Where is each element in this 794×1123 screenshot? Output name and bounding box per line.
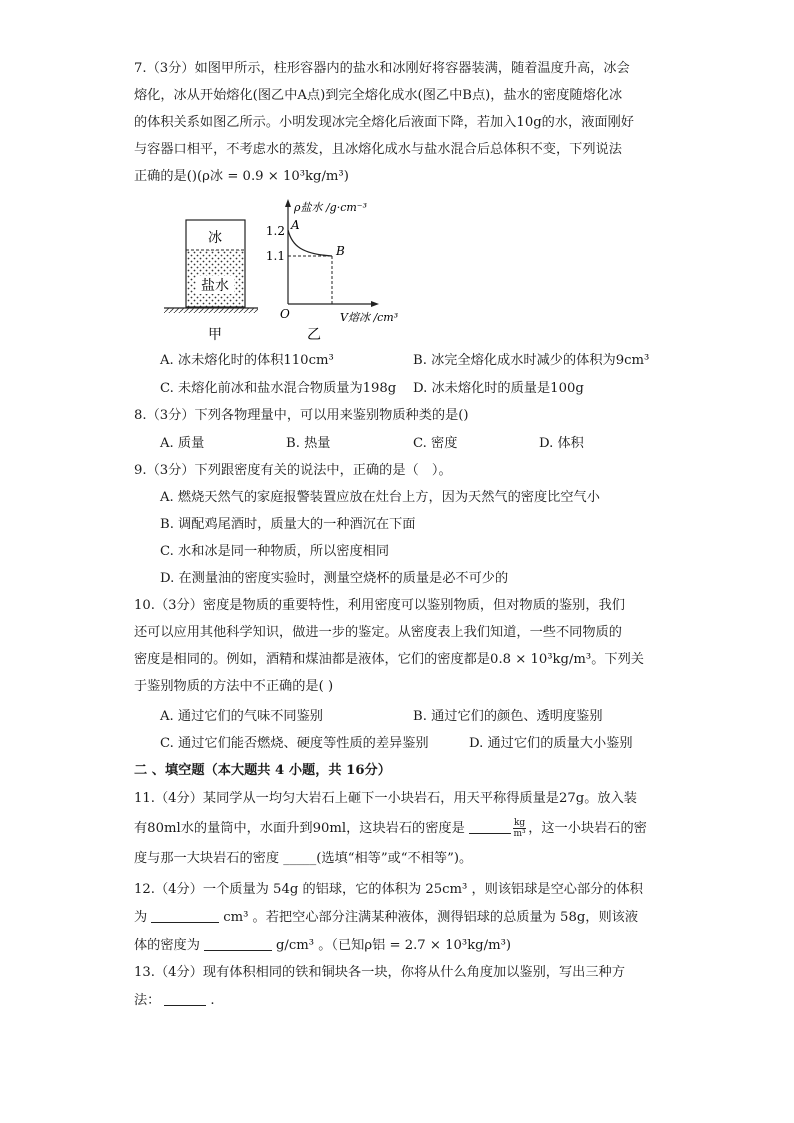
q10-option-c[interactable]: C. 通过它们能否燃烧、硬度等性质的差异鉴别 [160, 736, 429, 751]
q10-line3: 密度是相同的。例如，酒精和煤油都是液体，它们的密度都是0.8 × 10³kg/m³。下列关 [134, 652, 644, 667]
q8-option-a[interactable]: A. 质量 [160, 436, 205, 451]
brine-label: 盐水 [201, 278, 229, 294]
q12-line2-prefix: 为 [134, 910, 148, 925]
tick-label-1.1: 1.1 [265, 249, 285, 263]
q10-option-a[interactable]: A. 通过它们的气味不同鉴别 [160, 709, 323, 724]
q13-line2-prefix: 法： [134, 993, 161, 1008]
q7-option-c[interactable]: C. 未熔化前冰和盐水混合物质量为198g [160, 381, 397, 396]
q8-option-d[interactable]: D. 体积 [539, 436, 584, 451]
q10-line1: 10.（3分）密度是物质的重要特性，利用密度可以鉴别物质，但对物质的鉴别，我们 [134, 598, 625, 613]
x-axis-arrow [371, 301, 379, 307]
q9-stem: 9.（3分）下列跟密度有关的说法中，正确的是（ ）。 [134, 463, 452, 478]
q11-line2 [134, 818, 647, 839]
section-2-heading: 二 、填空题（本大题共 4 小题，共 16分） [134, 763, 391, 778]
q12-line2 [134, 908, 638, 927]
q10-line2: 还可以应用其他科学知识，做进一步的鉴定。从密度表上我们知道，一些不同物质的 [134, 625, 622, 640]
x-axis-label: V熔冰 /cm³ [340, 311, 399, 324]
caption-jia: 甲 [208, 327, 222, 342]
q7-line5: 正确的是()(ρ冰 = 0.9 × 10³kg/m³) [134, 169, 349, 184]
q10-option-b[interactable]: B. 通过它们的颜色、透明度鉴别 [413, 709, 603, 724]
density-curve [288, 230, 332, 256]
q12-density-blank[interactable] [204, 936, 272, 951]
q11-unit-denominator: m³ [513, 829, 526, 839]
point-a-label: A [291, 218, 300, 232]
q9-option-d[interactable]: D. 在测量油的密度实验时，测量空烧杯的质量是必不可少的 [160, 571, 509, 586]
q7-option-b[interactable]: B. 冰完全熔化成水时减少的体积为9cm³ [413, 353, 650, 368]
q11-line2-text: 有80ml水的量筒中，水面升到90ml，这块岩石的密度是 [134, 821, 465, 836]
origin-label: O [280, 307, 290, 321]
ice-label: 冰 [208, 230, 222, 246]
q12-volume-blank[interactable] [151, 908, 219, 923]
q7-line3: 的体积关系如图乙所示。小明发现冰完全熔化后液面下降，若加入10g的水，液面刚好 [134, 115, 634, 130]
y-axis-arrow [285, 199, 291, 207]
q9-option-c[interactable]: C. 水和冰是同一种物质，所以密度相同 [160, 544, 390, 559]
q11-density-blank[interactable] [469, 819, 511, 834]
q13-line2 [134, 991, 215, 1010]
q8-option-c[interactable]: C. 密度 [413, 436, 458, 451]
q13-line2-end: . [210, 993, 215, 1008]
q12-line1: 12.（4分）一个质量为 54g 的铝球，它的体积为 25cm³ ，则该铝球是空心部分的体积 [134, 882, 643, 897]
q7-line2: 熔化，冰从开始熔化(图乙中A点)到完全熔化成水(图乙中B点)，盐水的密度随熔化冰 [134, 88, 623, 103]
q13-line1: 13.（4分）现有体积相同的铁和铜块各一块，你将从什么角度加以鉴别，写出三种方 [134, 965, 625, 980]
tick-label-1.2: 1.2 [265, 224, 285, 238]
q11-line1: 11.（4分）某同学从一均匀大岩石上砸下一小块岩石，用天平称得质量是27g。放入装 [134, 791, 637, 806]
y-axis-label: ρ盐水 /g·cm⁻³ [294, 201, 368, 214]
q8-stem: 8.（3分）下列各物理量中，可以用来鉴别物质种类的是() [134, 408, 469, 423]
q7-line4: 与容器口相平，不考虑水的蒸发，且冰熔化成水与盐水混合后总体积不变，下列说法 [134, 142, 622, 157]
q9-option-b[interactable]: B. 调配鸡尾酒时，质量大的一种酒沉在下面 [160, 517, 416, 532]
q7-line1: 7.（3分）如图甲所示，柱形容器内的盐水和冰刚好将容器装满，随着温度升高，冰会 [134, 61, 630, 76]
figure-yi [262, 196, 412, 346]
q7-option-d[interactable]: D. 冰未熔化时的质量是100g [413, 381, 584, 396]
figure-jia [160, 212, 260, 342]
q9-option-a[interactable]: A. 燃烧天然气的家庭报警装置应放在灶台上方，因为天然气的密度比空气小 [160, 490, 600, 505]
q7-option-a[interactable]: A. 冰未熔化时的体积110cm³ [160, 353, 334, 368]
q11-unit-numerator: kg [513, 818, 526, 828]
q8-option-b[interactable]: B. 热量 [286, 436, 331, 451]
q10-line4: 于鉴别物质的方法中不正确的是( ) [134, 679, 334, 694]
q11-line3: 度与那一大块岩石的密度 _____(选填“相等”或“不相等”)。 [134, 851, 473, 866]
q11-line2-tail: ，这一小块岩石的密 [528, 821, 647, 836]
caption-yi: 乙 [307, 327, 321, 343]
q11-unit-fraction [513, 818, 526, 839]
q12-line3 [134, 936, 511, 955]
point-b-label: B [336, 244, 345, 258]
q13-method-blank[interactable] [164, 991, 206, 1006]
q12-line3-prefix: 体的密度为 [134, 938, 200, 953]
q12-line3-text: g/cm³ 。（已知ρ铝 = 2.7 × 10³kg/m³) [275, 938, 512, 953]
q10-option-d[interactable]: D. 通过它们的质量大小鉴别 [469, 736, 633, 751]
q12-line2-text: cm³ 。若把空心部分注满某种液体，测得铝球的总质量为 58g，则该液 [223, 910, 639, 925]
ground-hatch [164, 308, 258, 313]
